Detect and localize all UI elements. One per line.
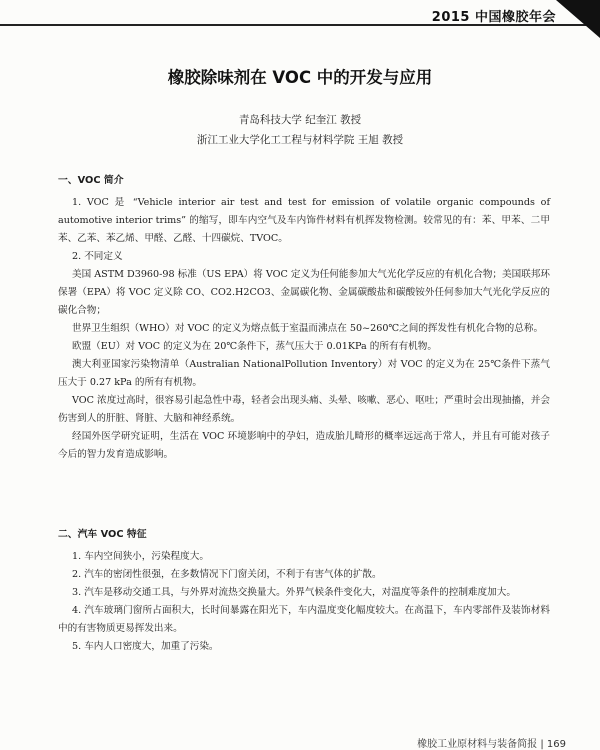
section-voc-intro: [58, 172, 550, 464]
author-line-1: 青岛科技大学 纪奎江 教授: [238, 114, 362, 126]
paragraph: VOC 浓度过高时，很容易引起急性中毒，轻者会出现头痛、头晕、咳嗽、恶心、呕吐；严重时会出现抽搐，并会伤害到人的肝脏、肾脏、大脑和神经系统。: [58, 395, 550, 424]
paragraph: 美国 ASTM D3960-98 标准（US EPA）将 VOC 定义为任何能参加大气光化学反应的有机化合物；美国联邦环保署（EPA）将 VOC 定义除 CO、CO2.H2CO3、金属碳化物、金属碳酸盐和碳酸铵外任何参加大气光化学反应的碳化合物；: [58, 269, 550, 316]
section-heading: 一、VOC 简介: [58, 175, 124, 186]
list-item: 2. 汽车的密闭性很强，在多数情况下门窗关闭，不利于有害气体的扩散。: [72, 569, 382, 580]
running-title: 2015 中国橡胶年会: [431, 10, 556, 25]
section-vehicle-voc: [58, 526, 550, 656]
paragraph: 欧盟（EU）对 VOC 的定义为在 20℃条件下，蒸气压大于 0.01KPa 的所有有机物。: [72, 341, 437, 352]
paragraph: 1. VOC 是 “Vehicle interior air test and test for emission of volatile organic compounds of automotive interior trims” 的缩写，即车内空气及车内饰件材料有机挥发物检测。较常见的有：苯、甲苯、二甲苯、乙苯、苯乙烯、甲醛、乙醛、十四碳烷、TVOC。: [58, 197, 550, 244]
paragraph: 澳大利亚国家污染物清单（Australian NationalPollution Inventory）对 VOC 的定义为在 25℃条件下蒸气压大于 0.27 kPa 的所有有机物。: [58, 359, 550, 388]
paragraph: 世界卫生组织（WHO）对 VOC 的定义为熔点低于室温而沸点在 50~260℃之间的挥发性有机化合物的总称。: [72, 323, 544, 334]
page-header: [0, 0, 600, 30]
list-item: 3. 汽车是移动交通工具，与外界对流热交换量大。外界气候条件变化大，对温度等条件的控制难度加大。: [72, 587, 516, 598]
article-title: 橡胶除味剂在 VOC 中的开发与应用: [167, 68, 433, 87]
author-line-2: 浙江工业大学化工工程与材料学院 王旭 教授: [196, 134, 404, 146]
paragraph: 经国外医学研究证明，生活在 VOC 环境影响中的孕妇，造成胎儿畸形的概率远远高于常人，并且有可能对孩子今后的智力发育造成影响。: [58, 431, 550, 460]
paragraph: 2. 不同定义: [72, 251, 123, 262]
list-item: 4. 汽车玻璃门窗所占面积大，长时间暴露在阳光下，车内温度变化幅度较大。在高温下，车内零部件及装饰材料中的有害物质更易挥发出来。: [58, 605, 550, 634]
section-heading: 二、汽车 VOC 特征: [58, 529, 147, 540]
page-footer: 橡胶工业原材料与装备简报 | 169: [417, 739, 566, 750]
corner-tab-decoration: [556, 0, 600, 38]
list-item: 5. 车内人口密度大，加重了污染。: [72, 641, 219, 652]
list-item: 1. 车内空间狭小，污染程度大。: [72, 551, 209, 562]
